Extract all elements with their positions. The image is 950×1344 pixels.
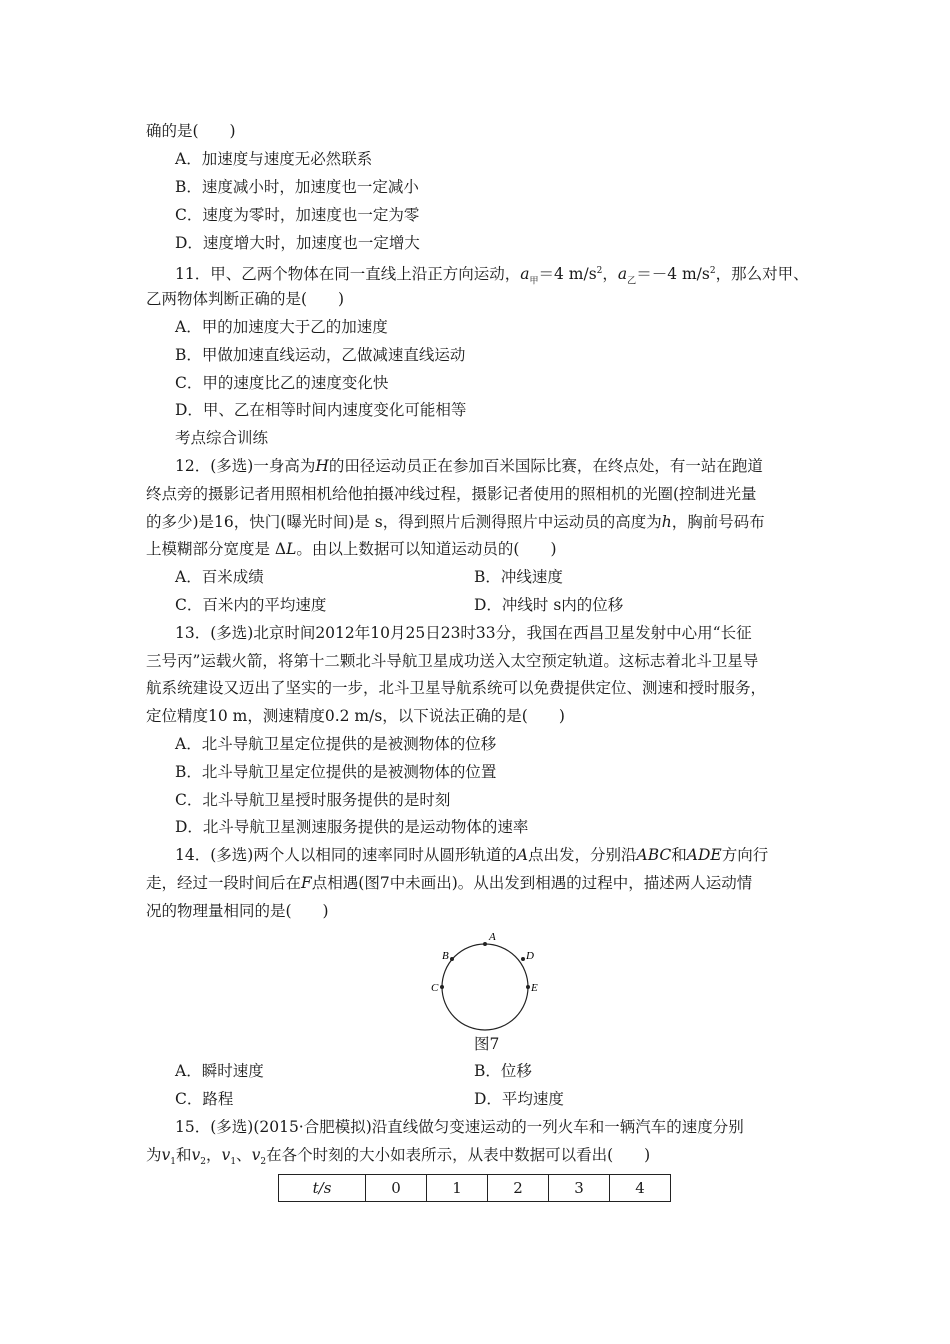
label-a: A xyxy=(489,931,496,943)
q10-option-a: A．加速度与速度无必然联系 xyxy=(175,150,373,168)
circle-track xyxy=(442,944,528,1030)
label-c: C xyxy=(431,982,439,994)
q12-stem-line3: 的多少)是16，快门(曝光时间)是 s，得到照片后测得照片中运动员的高度为h，胸前号码布 xyxy=(146,513,765,531)
point-d xyxy=(521,957,525,961)
q13-stem-line2: 三号丙”运载火箭，将第十二颗北斗导航卫星成功送入太空预定轨道。这标志着北斗卫星导 xyxy=(146,652,759,670)
q13-option-d: D．北斗导航卫星测速服务提供的是运动物体的速率 xyxy=(175,818,529,836)
point-e xyxy=(526,985,530,989)
q13-stem-line3: 航系统建设又迈出了坚实的一步，北斗卫星导航系统可以免费提供定位、测速和授时服务， xyxy=(146,679,767,697)
q12-stem-line1: 12．(多选)一身高为H的田径运动员正在参加百米国际比赛，在终点处，有一站在跑道 xyxy=(175,457,763,475)
q11-stem-line2: 乙两物体判断正确的是( ) xyxy=(146,290,345,308)
q14-option-b: B．位移 xyxy=(474,1062,532,1080)
q11-option-c: C．甲的速度比乙的速度变化快 xyxy=(175,374,389,392)
q11-option-d: D．甲、乙在相等时间内速度变化可能相等 xyxy=(175,401,467,419)
q14-option-c: C．路程 xyxy=(175,1090,234,1108)
q10-option-d: D．速度增大时，加速度也一定增大 xyxy=(175,234,420,252)
q13-option-a: A．北斗导航卫星定位提供的是被测物体的位移 xyxy=(175,735,497,753)
point-c xyxy=(440,985,444,989)
q13-stem-line4: 定位精度10 m，测速精度0.2 m/s，以下说法正确的是( ) xyxy=(146,707,565,725)
q14-stem-line3: 况的物理量相同的是( ) xyxy=(146,902,329,920)
q11-option-b: B．甲做加速直线运动，乙做减速直线运动 xyxy=(175,346,466,364)
q12-option-a: A．百米成绩 xyxy=(175,568,264,586)
q12-stem-line2: 终点旁的摄影记者用照相机给他拍摄冲线过程，摄影记者使用的照相机的光圈(控制进光量 xyxy=(146,485,757,503)
q14-option-a: A．瞬时速度 xyxy=(175,1062,264,1080)
q13-stem-line1: 13．(多选)北京时间2012年10月25日23时33分，我国在西昌卫星发射中心用“长征 xyxy=(175,624,752,642)
q11-stem-line1: 11．甲、乙两个物体在同一直线上沿正方向运动，$a_甲=4$ $m/s^2$，$a_乙=-4$ $m/s^2$，那么对甲、 xyxy=(175,265,809,287)
q13-option-c: C．北斗导航卫星授时服务提供的是时刻 xyxy=(175,791,451,809)
label-e: E xyxy=(531,982,538,994)
q12-option-c: C．百米内的平均速度 xyxy=(175,596,327,614)
point-b xyxy=(450,957,454,961)
table-header-cell: t/s xyxy=(279,1175,366,1202)
q15-stem-line1: 15．(多选)(2015·合肥模拟)沿直线做匀变速运动的一列火车和一辆汽车的速度分别 xyxy=(175,1118,744,1136)
q11-option-a: A．甲的加速度大于乙的加速度 xyxy=(175,318,388,336)
label-b: B xyxy=(442,950,449,962)
table-row xyxy=(279,1175,671,1202)
section-title: 考点综合训练 xyxy=(175,429,269,447)
circle-track-figure xyxy=(420,928,550,1038)
table-cell: 2 xyxy=(488,1175,549,1202)
q12-option-b: B．冲线速度 xyxy=(474,568,563,586)
table-cell: 1 xyxy=(427,1175,488,1202)
table-cell: 0 xyxy=(366,1175,427,1202)
q14-stem-line1: 14．(多选)两个人以相同的速率同时从圆形轨道的A点出发，分别沿ABC和ADE方向行 xyxy=(175,846,769,864)
q12-option-d: D．冲线时 s内的位移 xyxy=(474,596,624,614)
q12-stem-line4: 上模糊部分宽度是 ΔL。由以上数据可以知道运动员的( ) xyxy=(146,540,557,558)
q10-stem: 确的是( ) xyxy=(146,122,236,140)
point-a xyxy=(483,942,487,946)
figure-caption: 图7 xyxy=(474,1035,500,1053)
q15-stem-line2: 为$v_1$和$v_2$，$v_1$、$v_2$在各个时刻的大小如表所示，从表中数据可以看出( ) xyxy=(146,1146,651,1168)
table-cell: 3 xyxy=(549,1175,610,1202)
q14-option-d: D．平均速度 xyxy=(474,1090,564,1108)
velocity-table xyxy=(278,1174,671,1202)
q10-option-c: C．速度为零时，加速度也一定为零 xyxy=(175,206,420,224)
table-cell: 4 xyxy=(610,1175,671,1202)
q10-option-b: B．速度减小时，加速度也一定减小 xyxy=(175,178,419,196)
q13-option-b: B．北斗导航卫星定位提供的是被测物体的位置 xyxy=(175,763,497,781)
q14-stem-line2: 走，经过一段时间后在F点相遇(图7中未画出)。从出发到相遇的过程中，描述两人运动情 xyxy=(146,874,753,892)
label-d: D xyxy=(526,950,534,962)
